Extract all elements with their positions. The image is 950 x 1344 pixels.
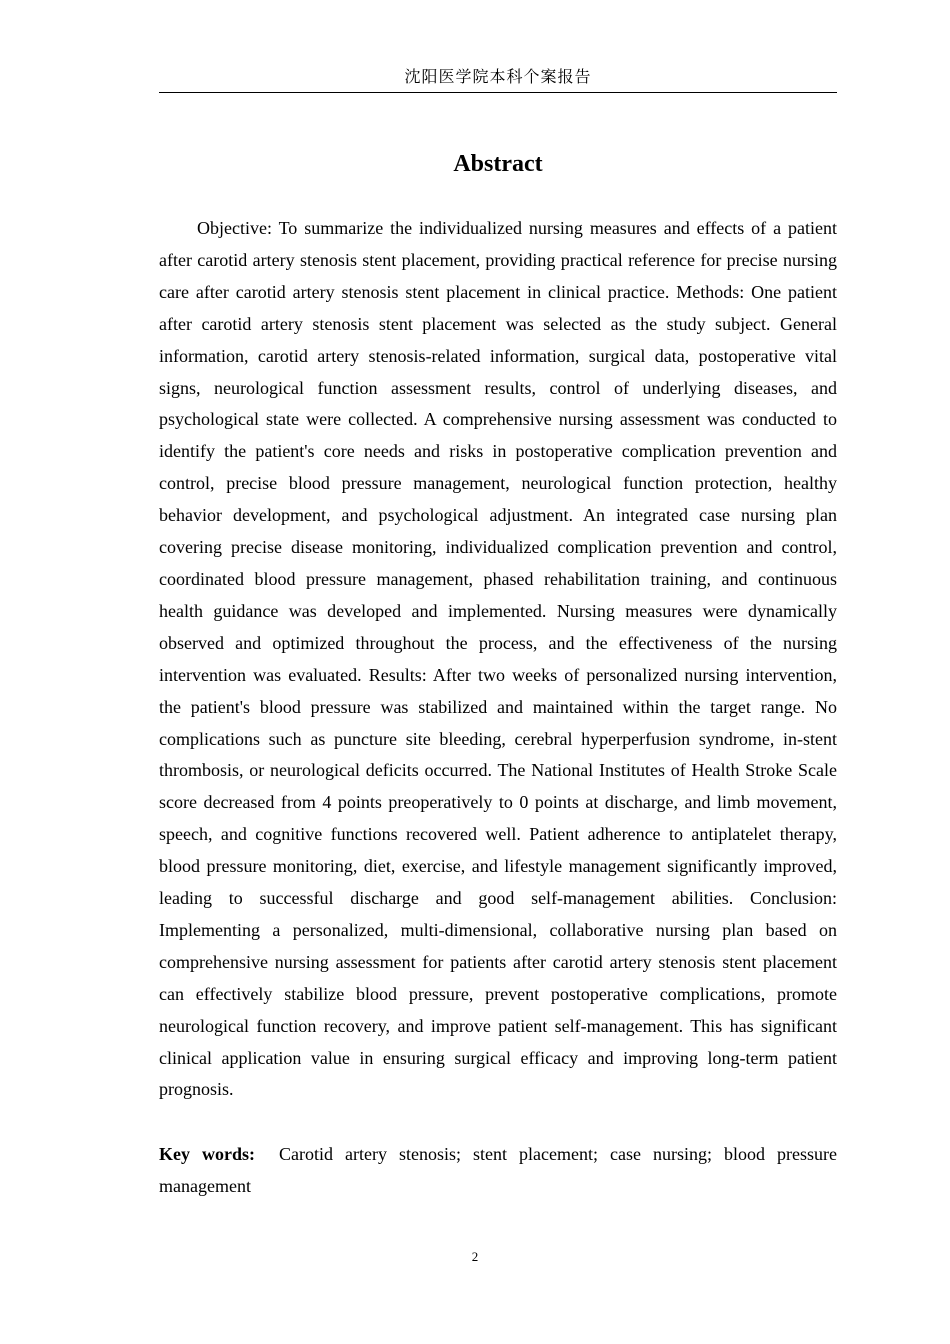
abstract-title: Abstract xyxy=(453,151,543,177)
page-header: 沈阳医学院本科个案报告 xyxy=(159,66,837,93)
page-number: 2 xyxy=(471,1249,479,1264)
keywords-text: Carotid artery stenosis; stent placement; case nursing; blood pressure management xyxy=(159,1144,837,1196)
abstract-body: Objective: To summarize the individualized nursing measures and effects of a patient after carotid artery stenosis stent placement, providing practical reference for precise nursing care after carotid artery stenosis stent placement in clinical practice. Methods: One patient after carotid artery stenosis stent placement was selected as the study subject. General information, carotid artery stenosis-related information, surgical data, postoperative vital signs, neurological function assessment results, control of underlying diseases, and psychological state were collected. A comprehensive nursing assessment was conducted to identify the patient's core needs and risks in postoperative complication prevention and control, precise blood pressure management, neurological function protection, healthy behavior development, and psychological adjustment. An integrated case nursing plan covering precise disease monitoring, individualized complication prevention and control, coordinated blood pressure management, phased rehabilitation training, and continuous health guidance was developed and implemented. Nursing measures were dynamically observed and optimized throughout the process, and the effectiveness of the nursing intervention was evaluated. Results: After two weeks of personalized nursing intervention, the patient's blood pressure was stabilized and maintained within the target range. No complications such as puncture site bleeding, cerebral hyperperfusion syndrome, in-stent thrombosis, or neurological deficits occurred. The National Institutes of Health Stroke Scale score decreased from 4 points preoperatively to 0 points at discharge, and limb movement, speech, and cognitive functions recovered well. Patient adherence to antiplatelet therapy, blood pressure monitoring, diet, exercise, and lifestyle management significantly improved, leading to successful discharge and good self-management abilities. Conclusion: Implementing a personalized, multi-dimensional, collaborative nursing plan based on comprehensive nursing assessment for patients after carotid artery stenosis stent placement can effectively stabilize blood pressure, prevent postoperative complications, promote neurological function recovery, and improve patient self-management. This has significant clinical application value in ensuring surgical efficacy and improving long-term patient prognosis. xyxy=(159,218,837,1100)
keywords-label: Key words: xyxy=(159,1144,255,1164)
keywords-paragraph xyxy=(159,1139,837,1203)
